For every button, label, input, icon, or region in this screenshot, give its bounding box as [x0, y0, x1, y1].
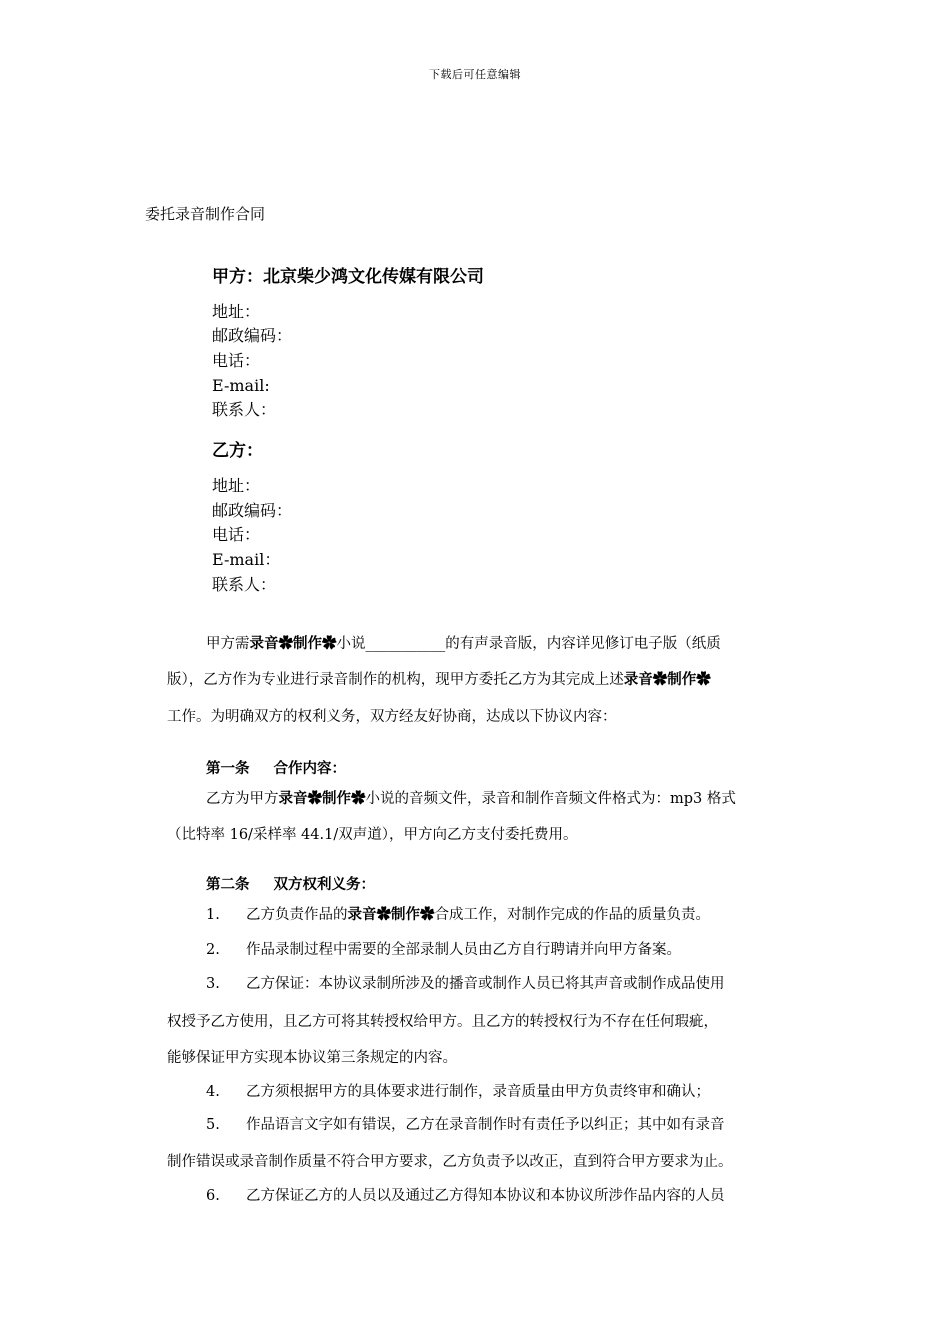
item-text: 合成工作，对制作完成的作品的质量负责。: [434, 907, 710, 923]
item-number: 2.: [206, 942, 220, 958]
article-title: 合作内容：: [273, 760, 346, 777]
item-number: 5.: [206, 1117, 220, 1133]
article-2-item-3-line-3: 能够保证甲方实现本协议第三条规定的内容。: [167, 1050, 457, 1066]
article-1-heading: [206, 757, 346, 778]
party-a-email-field: E-mail:: [212, 376, 270, 395]
article-2-item-3: [206, 966, 725, 1002]
intro-line-1: [206, 626, 721, 662]
party-b-heading: 乙方：: [212, 441, 263, 461]
item-number: 4.: [206, 1084, 220, 1100]
intro-text: 版），乙方作为专业进行录音制作的机构，现甲方委托乙方为其完成上述: [167, 672, 624, 688]
party-a-postcode-field: 邮政编码：: [212, 326, 293, 345]
page-header-note: 下载后可任意编辑: [429, 68, 521, 81]
article-2-item-5: [206, 1107, 725, 1143]
article-1-line-1: [206, 781, 736, 817]
item-text: 作品语言文字如有错误，乙方在录音制作时有责任予以纠正；其中如有录音: [246, 1117, 725, 1133]
item-text: 乙方须根据甲方的具体要求进行制作，录音质量由甲方负责终审和确认；: [246, 1084, 710, 1100]
item-text: 作品录制过程中需要的全部录制人员由乙方自行聘请并向甲方备案。: [246, 942, 681, 958]
party-a-contact-field: 联系人：: [212, 400, 277, 419]
intro-text: 小说___________的有声录音版，内容详见修订电子版（纸质: [336, 636, 721, 652]
item-number: 3.: [206, 976, 220, 992]
article-2-item-6: [206, 1178, 725, 1214]
party-b-contact-field: 联系人：: [212, 575, 277, 594]
intro-line-2: [167, 662, 711, 698]
article-2-item-4: [206, 1074, 710, 1110]
party-b-address-field: 地址：: [212, 476, 261, 495]
article-title: 双方权利义务：: [273, 876, 375, 893]
item-keyword: 录音✿制作✿: [347, 906, 435, 923]
article-text: 乙方为甲方: [206, 791, 279, 807]
article-number: 第二条: [206, 876, 250, 893]
item-number: 6.: [206, 1188, 220, 1204]
article-2-item-2: [206, 932, 681, 968]
intro-text: 甲方需: [206, 636, 250, 652]
article-2-item-5-line-2: 制作错误或录音制作质量不符合甲方要求，乙方负责予以改正，直到符合甲方要求为止。: [167, 1154, 733, 1170]
article-2-heading: [206, 873, 375, 894]
article-1-line-2: （比特率 16/采样率 44.1/双声道），甲方向乙方支付委托费用。: [167, 827, 578, 843]
document-title: 委托录音制作合同: [145, 205, 266, 223]
intro-line-3: 工作。为明确双方的权利义务，双方经友好协商，达成以下协议内容：: [167, 709, 617, 725]
intro-keyword: 录音✿制作✿: [623, 671, 711, 688]
party-b-phone-field: 电话：: [212, 525, 261, 544]
party-a-heading: 甲方：北京柴少鸿文化传媒有限公司: [212, 267, 484, 287]
party-a-phone-field: 电话：: [212, 351, 261, 370]
article-number: 第一条: [206, 760, 250, 777]
article-2-item-1: [206, 897, 710, 933]
article-2-item-3-line-2: 权授予乙方使用，且乙方可将其转授权给甲方。且乙方的转授权行为不存在任何瑕疵，: [167, 1014, 718, 1030]
party-a-address-field: 地址：: [212, 302, 261, 321]
party-b-postcode-field: 邮政编码：: [212, 501, 293, 520]
item-number: 1.: [206, 907, 220, 923]
article-keyword: 录音✿制作✿: [278, 790, 366, 807]
article-text: 小说的音频文件，录音和制作音频文件格式为：mp3 格式: [365, 791, 736, 807]
item-text: 乙方负责作品的: [246, 907, 348, 923]
item-text: 乙方保证：本协议录制所涉及的播音或制作人员已将其声音或制作成品使用: [246, 976, 725, 992]
intro-keyword: 录音✿制作✿: [249, 635, 337, 652]
item-text: 乙方保证乙方的人员以及通过乙方得知本协议和本协议所涉作品内容的人员: [246, 1188, 725, 1204]
party-b-email-field: E-mail：: [212, 550, 281, 569]
